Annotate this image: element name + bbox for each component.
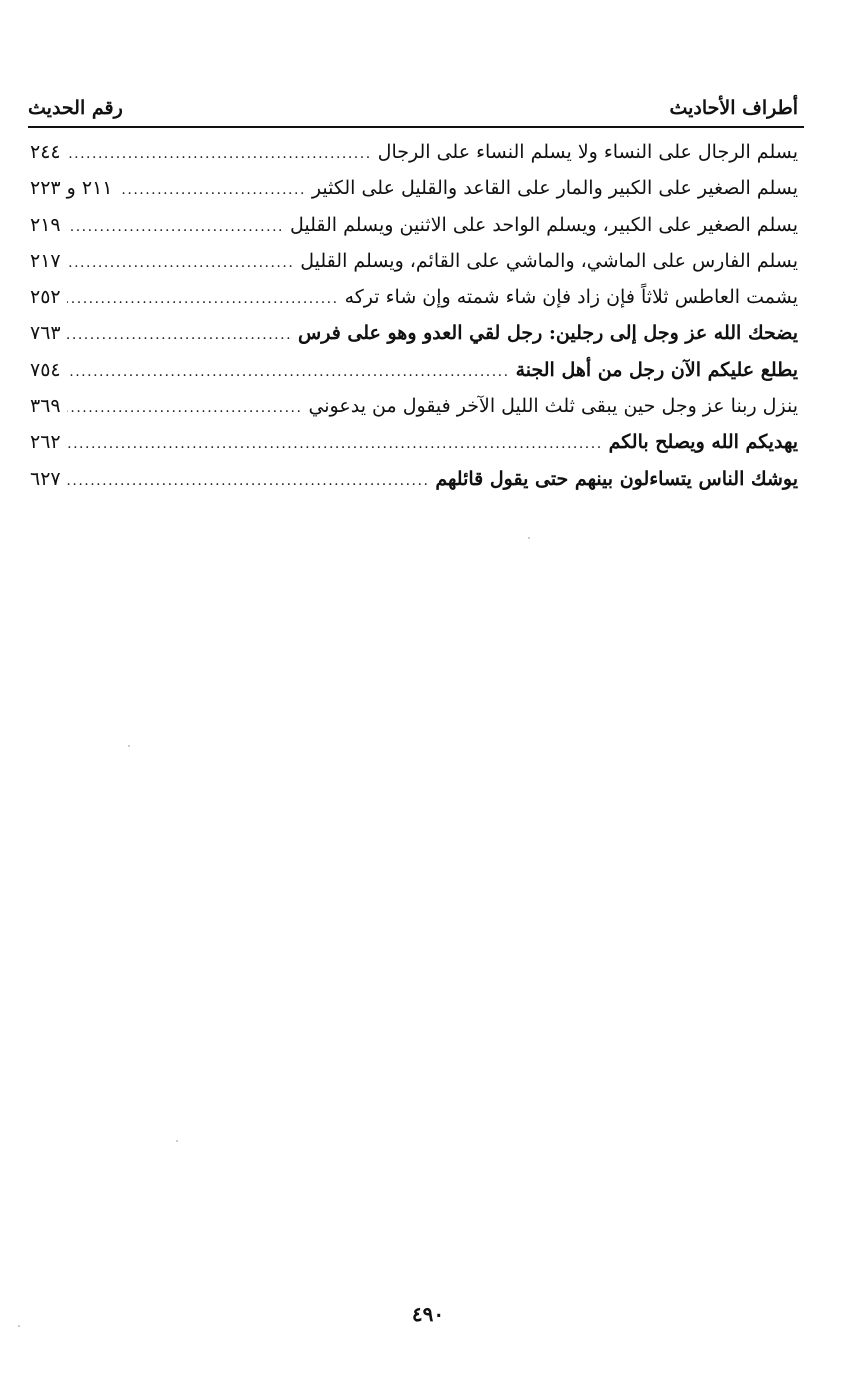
scan-speck [176, 1140, 178, 1142]
page-number: ٤٩٠ [411, 1302, 445, 1326]
running-header [28, 86, 798, 122]
index-entry-number: ٢١٧ [30, 249, 61, 272]
index-entry-text: يضحك الله عز وجل إلى رجلين: رجل لقي العدو وهو على فرس [298, 322, 798, 345]
hadith-index-list [30, 134, 798, 497]
index-entry-number: ٦٢٧ [30, 467, 61, 490]
index-entry [30, 207, 798, 243]
running-header-column-label: رقم الحديث [28, 97, 123, 119]
dot-leader [67, 390, 303, 424]
index-entry [30, 279, 798, 315]
index-entry-number: ٢٥٢ [30, 286, 61, 309]
index-entry-number: ٣٦٩ [30, 395, 61, 418]
dot-leader [67, 136, 372, 170]
index-entry-number: ٧٦٣ [30, 322, 61, 345]
running-header-title: أطراف الأحاديث [669, 97, 798, 119]
index-entry-text: يسلم الصغير على الكبير، ويسلم الواحد على الاثنين ويسلم القليل [289, 213, 798, 236]
index-entry [30, 134, 798, 170]
dot-leader [67, 281, 339, 315]
dot-leader [67, 354, 510, 388]
index-entry-text: يوشك الناس يتساءلون بينهم حتى يقول قائلهم [435, 467, 798, 490]
index-entry [30, 424, 798, 460]
index-entry-text: يسلم الصغير على الكبير والمار على القاعد والقليل على الكثير [311, 177, 798, 200]
index-entry-text: يشمت العاطس ثلاثاً فإن زاد فإن شاء شمته وإن شاء تركه [344, 286, 798, 309]
index-entry-text: ينزل ربنا عز وجل حين يبقى ثلث الليل الآخر فيقول من يدعوني [308, 395, 798, 418]
header-rule [28, 126, 804, 128]
index-entry [30, 170, 798, 206]
index-entry-text: يسلم الرجال على النساء ولا يسلم النساء على الرجال [377, 141, 798, 163]
index-entry [30, 388, 798, 424]
index-entry [30, 243, 798, 279]
index-entry [30, 352, 798, 388]
index-entry-number: ٢٦٢ [30, 431, 61, 454]
dot-leader [67, 317, 292, 351]
index-entry [30, 315, 798, 351]
index-entry [30, 461, 798, 497]
index-entry-number: ٢١١ و ٢٢٣ [30, 177, 113, 200]
index-entry-text: يسلم الفارس على الماشي، والماشي على القائم، ويسلم القليل [300, 249, 798, 272]
index-entry-text: يطلع عليكم الآن رجل من أهل الجنة [515, 358, 798, 381]
index-entry-number: ٧٥٤ [30, 358, 61, 381]
dot-leader [67, 426, 603, 460]
dot-leader [67, 463, 430, 497]
dot-leader [119, 172, 306, 206]
scan-speck [528, 537, 530, 539]
scan-speck [128, 745, 130, 747]
index-entry-number: ٢٤٤ [30, 141, 61, 163]
dot-leader [67, 209, 284, 243]
dot-leader [67, 245, 295, 279]
index-entry-number: ٢١٩ [30, 213, 61, 236]
index-entry-text: يهديكم الله ويصلح بالكم [608, 431, 798, 454]
